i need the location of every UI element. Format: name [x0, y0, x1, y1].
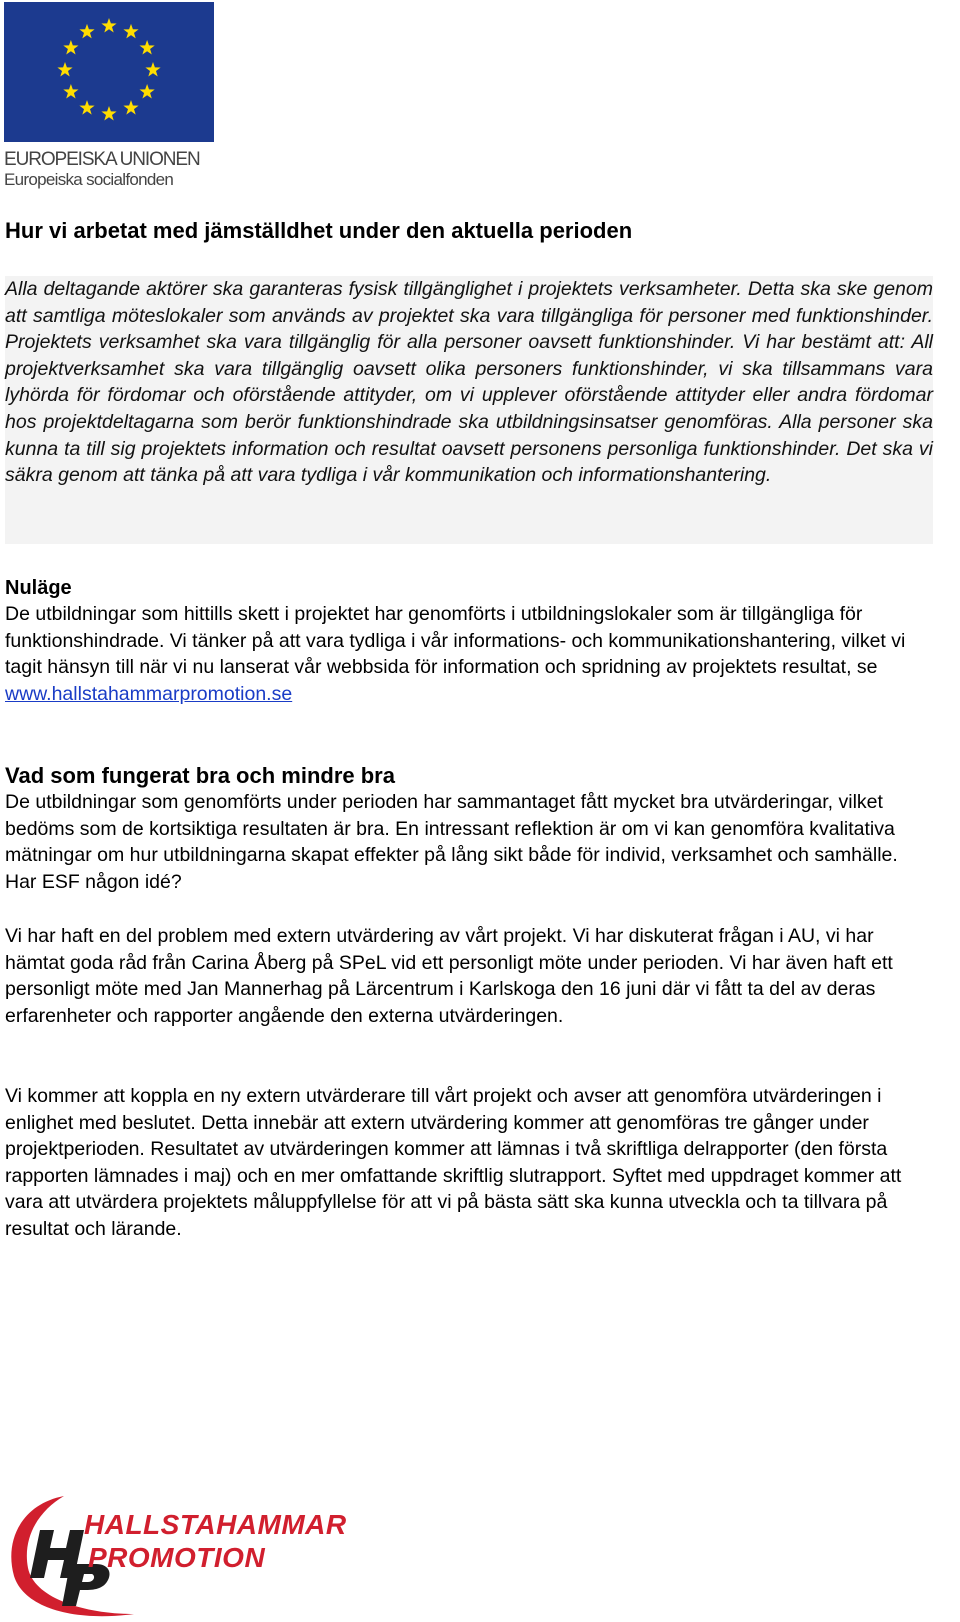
section-nulage [5, 575, 933, 707]
star-icon [79, 24, 94, 39]
star-icon [101, 18, 116, 33]
fungerat-heading: Vad som fungerat bra och mindre bra [5, 763, 395, 788]
eu-logo-subtitle: Europeiska socialfonden [4, 170, 174, 189]
star-icon [123, 100, 138, 115]
eu-logo-title: EUROPEISKA UNIONEN [4, 149, 200, 170]
nulage-text: De utbildningar som hittills skett i projektet har genomförts i utbildningslokaler som är tillgängliga för funktionshindrade. Vi tänker på att vara tydliga i vår informations- och kommunikationshantering, vilket vi tagit hänsyn till när vi nu lanserat vår webbsida för information och spridning av projektets resultat, se [5, 603, 906, 679]
hp-logo-line1: HALLSTAHAMMAR [84, 1509, 347, 1540]
section-heading-jamstalldhet: Hur vi arbetat med jämställdhet under den aktuella perioden [5, 218, 633, 243]
eu-stars-icon [4, 2, 214, 142]
star-icon [140, 84, 155, 99]
star-icon [63, 40, 78, 55]
star-icon [101, 106, 116, 121]
section-fungerat [5, 763, 933, 895]
star-icon [57, 62, 72, 77]
star-icon [123, 24, 138, 39]
intro-text-box [5, 276, 933, 544]
eu-flag-image [4, 2, 214, 142]
intro-paragraph: Alla deltagande aktörer ska garanteras fysisk tillgänglighet i projektets verksamheter. Detta ska ske genom att samtliga möteslokaler som används av projektet ska vara tillgängliga för personer med funktionshinder. Projektets verksamhet ska vara tillgänglig för alla personer oavsett funktionshinder. Vi har bestämt att: All projektverksamhet ska vara tillgänglig oavsett olika personers funktionshinder, vi ska tillsammans vara lyhörda för fördomar och oförstående attityder, om vi upplever oförstående attityder eller andra fördomar hos projektdeltagarna som berör funktionshindrade ska utbildningsinsatser genomföras. Alla personer ska kunna ta till sig projektets information och resultat oavsett personens personliga funktionshinder. Det ska vi säkra genom att tänka på att vara tydliga i vår kommunikation och informationshantering. [5, 278, 933, 487]
star-icon [79, 100, 94, 115]
eu-logo [4, 2, 214, 192]
plan-paragraph: Vi kommer att koppla en ny extern utvärderare till vårt projekt och avser att genomföra utvärderingen i enlighet med beslutet. Detta innebär att extern utvärdering kommer att genomföras tre gånger under projektperioden. Resultatet av utvärderingen kommer att lämnas i två skriftliga delrapporter (den första rapporten lämnades i maj) och en mer omfattande skriftlig slutrapport. Syftet med uppdraget kommer att vara att utvärdera projektets måluppfyllelse för att vi på bästa sätt ska kunna utveckla och ta tillvara på resultat och lärande. [5, 1085, 902, 1240]
problem-paragraph: Vi har haft en del problem med extern utvärdering av vårt projekt. Vi har diskuterat frågan i AU, vi har hämtat goda råd från Carina Åberg på SPeL vid ett personligt möte under perioden. Vi har även haft ett personligt möte med Jan Mannerhag på Lärcentrum i Karlskoga den 16 juni där vi fått ta del av deras erfarenheter och rapporter angående den externa utvärderingen. [5, 925, 893, 1027]
star-icon [140, 40, 155, 55]
star-icon [145, 62, 160, 77]
star-icon [63, 84, 78, 99]
hp-logo-line2: PROMOTION [88, 1542, 266, 1573]
website-link[interactable]: www.hallstahammarpromotion.se [5, 682, 293, 705]
hallstahammar-promotion-logo [4, 1490, 347, 1620]
fungerat-paragraph: De utbildningar som genomförts under perioden har sammantaget fått mycket bra utvärderingar, vilket bedöms som de kortsiktiga resultaten är bra. En intressant reflektion är om vi kan genomföra kvalitativa mätningar om hur utbildningarna skapat effekter på lång sikt både för individ, verksamhet och samhälle. Har ESF någon idé? [5, 791, 898, 893]
nulage-heading: Nuläge [5, 577, 72, 599]
nulage-paragraph [5, 601, 933, 707]
